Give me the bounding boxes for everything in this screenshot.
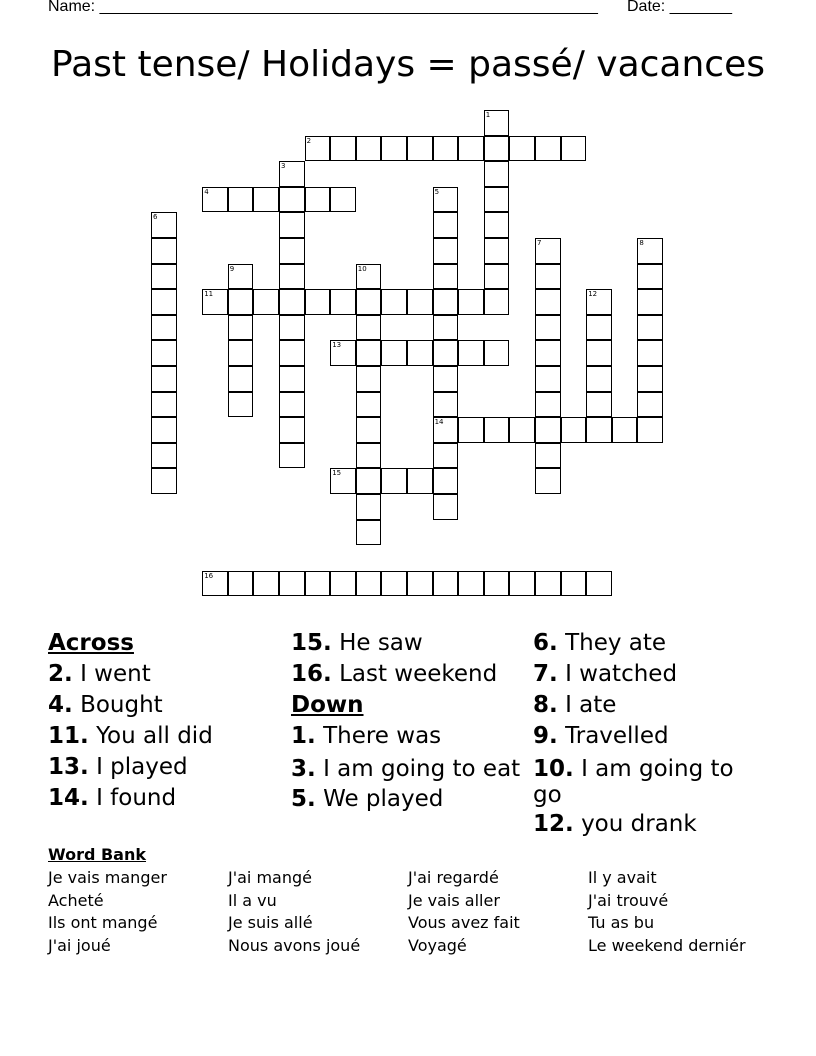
crossword-cell[interactable] [433, 289, 459, 315]
crossword-cell[interactable] [586, 417, 612, 443]
clue-number: 11 [204, 290, 214, 299]
crossword-cell[interactable] [253, 289, 279, 315]
crossword-cell[interactable] [433, 136, 459, 162]
clue-down-7: 7. I watched [533, 661, 678, 687]
crossword-cell[interactable] [381, 340, 407, 366]
name-field-label: Name: ________________________________________________________ [48, 0, 598, 15]
crossword-cell[interactable] [561, 571, 587, 597]
crossword-cell[interactable] [151, 264, 177, 290]
crossword-cell[interactable] [458, 289, 484, 315]
clue-number: 9 [229, 264, 235, 273]
crossword-cell[interactable] [484, 110, 510, 136]
clues-column-2 [291, 628, 531, 815]
crossword-cell[interactable] [202, 187, 228, 213]
crossword-cell[interactable] [484, 340, 510, 366]
clue-across-11: 11. You all did [48, 723, 213, 749]
crossword-cell[interactable] [228, 571, 254, 597]
crossword-cell[interactable] [535, 340, 561, 366]
crossword-cell[interactable] [484, 212, 510, 238]
crossword-cell[interactable] [535, 468, 561, 494]
crossword-cell[interactable] [279, 187, 305, 213]
crossword-cell[interactable] [586, 340, 612, 366]
crossword-cell[interactable] [305, 289, 331, 315]
page-title: Past tense/ Holidays = passé/ vacances [50, 44, 766, 85]
crossword-cell[interactable] [356, 520, 382, 546]
crossword-cell[interactable] [535, 366, 561, 392]
crossword-cell[interactable] [356, 417, 382, 443]
crossword-cell[interactable] [509, 571, 535, 597]
crossword-cell[interactable] [279, 161, 305, 187]
crossword-cell[interactable] [433, 340, 459, 366]
crossword-cell[interactable] [279, 340, 305, 366]
crossword-cell[interactable] [535, 417, 561, 443]
clue-down-3: 3. I am going to eat [291, 756, 521, 782]
crossword-cell[interactable] [637, 417, 663, 443]
crossword-cell[interactable] [330, 340, 356, 366]
crossword-cell[interactable] [381, 289, 407, 315]
crossword-cell[interactable] [407, 136, 433, 162]
clue-number: 4 [204, 187, 209, 196]
crossword-cell[interactable] [484, 161, 510, 187]
word-bank-item: J'ai trouvé [588, 890, 669, 910]
crossword-cell[interactable] [253, 187, 279, 213]
crossword-cell[interactable] [433, 443, 459, 469]
crossword-cell[interactable] [151, 392, 177, 418]
crossword-cell[interactable] [586, 571, 612, 597]
crossword-cell[interactable] [561, 417, 587, 443]
word-bank-item: Voyagé [408, 935, 467, 955]
clue-number: 13 [332, 341, 342, 350]
crossword-cell[interactable] [228, 187, 254, 213]
crossword-cell[interactable] [535, 136, 561, 162]
crossword-cell[interactable] [279, 366, 305, 392]
crossword-cell[interactable] [253, 571, 279, 597]
clue-down-6: 6. They ate [533, 630, 667, 656]
crossword-cell[interactable] [484, 136, 510, 162]
crossword-cell[interactable] [535, 571, 561, 597]
down-heading: Down [291, 692, 364, 718]
word-bank-item: Je vais aller [408, 890, 500, 910]
clue-down-8: 8. I ate [533, 692, 617, 718]
crossword-cell[interactable] [330, 289, 356, 315]
crossword-cell[interactable] [330, 187, 356, 213]
crossword-cell[interactable] [586, 366, 612, 392]
clues-column-1 [48, 628, 288, 814]
clue-across-16: 16. Last weekend [291, 661, 498, 687]
clue-across-13: 13. I played [48, 754, 188, 780]
crossword-cell[interactable] [151, 443, 177, 469]
crossword-cell[interactable] [484, 289, 510, 315]
clue-number: 6 [153, 213, 158, 222]
across-heading: Across [48, 630, 134, 656]
clue-number: 3 [281, 162, 286, 171]
word-bank-item: Je vais manger [48, 868, 167, 887]
word-bank-item: Nous avons joué [228, 935, 361, 955]
word-bank-item: Il a vu [228, 890, 277, 910]
crossword-cell[interactable] [151, 238, 177, 264]
crossword-cell[interactable] [356, 136, 382, 162]
crossword-cell[interactable] [433, 392, 459, 418]
crossword-cell[interactable] [228, 392, 254, 418]
crossword-cell[interactable] [279, 417, 305, 443]
crossword-cell[interactable] [458, 571, 484, 597]
word-bank-item: Le weekend derniér [588, 935, 746, 955]
crossword-cell[interactable] [484, 187, 510, 213]
clue-number: 10 [357, 264, 367, 273]
crossword-cell[interactable] [433, 187, 459, 213]
word-bank-item: Je suis allé [228, 913, 313, 933]
crossword-cell[interactable] [586, 392, 612, 418]
crossword-cell[interactable] [279, 289, 305, 315]
word-bank-title: Word Bank [48, 845, 147, 864]
clue-across-4: 4. Bought [48, 692, 163, 718]
clue-number: 16 [204, 571, 214, 580]
crossword-cell[interactable] [356, 571, 382, 597]
crossword-cell[interactable] [535, 264, 561, 290]
clue-number: 14 [434, 418, 444, 427]
crossword-cell[interactable] [151, 289, 177, 315]
crossword-cell[interactable] [586, 315, 612, 341]
crossword-cell[interactable] [151, 366, 177, 392]
crossword-cell[interactable] [458, 136, 484, 162]
crossword-cell[interactable] [330, 468, 356, 494]
clue-number: 7 [537, 239, 542, 247]
crossword-cell[interactable] [433, 264, 459, 290]
crossword-cell[interactable] [151, 468, 177, 494]
crossword-cell[interactable] [433, 417, 459, 443]
crossword-cell[interactable] [433, 315, 459, 341]
crossword-cell[interactable] [279, 212, 305, 238]
crossword-cell[interactable] [484, 417, 510, 443]
clue-down-1: 1. There was [291, 723, 442, 749]
crossword-cell[interactable] [151, 340, 177, 366]
crossword-cell[interactable] [637, 340, 663, 366]
crossword-cell[interactable] [356, 468, 382, 494]
crossword-cell[interactable] [356, 392, 382, 418]
clue-across-15: 15. He saw [291, 630, 423, 656]
crossword-cell[interactable] [356, 289, 382, 315]
crossword-cell[interactable] [356, 340, 382, 366]
crossword-cell[interactable] [407, 468, 433, 494]
crossword-cell[interactable] [305, 187, 331, 213]
clue-number: 15 [332, 469, 342, 478]
clues-column-3 [533, 628, 763, 840]
crossword-cell[interactable] [151, 417, 177, 443]
crossword-cell[interactable] [381, 571, 407, 597]
crossword-cell[interactable] [228, 264, 254, 290]
crossword-cell[interactable] [356, 366, 382, 392]
word-bank-column-2 [228, 867, 360, 957]
word-bank-item: J'ai joué [48, 935, 111, 955]
crossword-cell[interactable] [228, 315, 254, 341]
word-bank-item: J'ai regardé [408, 868, 499, 887]
clue-number: 2 [306, 136, 312, 145]
crossword-cell[interactable] [433, 571, 459, 597]
crossword-cell[interactable] [637, 366, 663, 392]
word-bank-item: Acheté [48, 890, 104, 910]
crossword-cell[interactable] [484, 571, 510, 597]
crossword-cell[interactable] [356, 494, 382, 520]
word-bank-column-3 [408, 867, 520, 957]
crossword-cell[interactable] [458, 340, 484, 366]
crossword-cell[interactable] [305, 136, 331, 162]
crossword-cell[interactable] [509, 417, 535, 443]
crossword-cell[interactable] [484, 238, 510, 264]
crossword-cell[interactable] [279, 443, 305, 469]
clue-number: 5 [434, 187, 440, 196]
crossword-cell[interactable] [330, 136, 356, 162]
crossword-cell[interactable] [381, 136, 407, 162]
clue-across-14: 14. I found [48, 785, 177, 811]
clue-number: 1 [485, 111, 491, 119]
crossword-cell[interactable] [202, 289, 228, 315]
crossword-cell[interactable] [202, 571, 228, 597]
crossword-cell[interactable] [535, 289, 561, 315]
crossword-cell[interactable] [458, 417, 484, 443]
crossword-cell[interactable] [637, 315, 663, 341]
crossword-cell[interactable] [228, 340, 254, 366]
crossword-cell[interactable] [151, 315, 177, 341]
crossword-cell[interactable] [330, 571, 356, 597]
crossword-cell[interactable] [407, 289, 433, 315]
date-field-label: Date: _______ [627, 0, 732, 15]
crossword-cell[interactable] [407, 571, 433, 597]
clue-across-2: 2. I went [48, 661, 151, 687]
crossword-cell[interactable] [381, 468, 407, 494]
crossword-cell[interactable] [433, 494, 459, 520]
crossword-cell[interactable] [228, 289, 254, 315]
crossword-cell[interactable] [637, 392, 663, 418]
crossword-cell[interactable] [509, 136, 535, 162]
clue-number: 12 [588, 290, 598, 299]
crossword-cell[interactable] [433, 212, 459, 238]
crossword-cell[interactable] [637, 238, 663, 264]
crossword-cell[interactable] [279, 315, 305, 341]
crossword-cell[interactable] [279, 392, 305, 418]
crossword-cell[interactable] [279, 264, 305, 290]
clue-down-5: 5. We played [291, 786, 444, 812]
word-bank-item: Vous avez fait [408, 913, 520, 933]
crossword-cell[interactable] [433, 468, 459, 494]
crossword-cell[interactable] [535, 392, 561, 418]
crossword-cell[interactable] [612, 417, 638, 443]
crossword-cell[interactable] [305, 571, 331, 597]
crossword-cell[interactable] [561, 136, 587, 162]
crossword-cell[interactable] [356, 443, 382, 469]
crossword-cell[interactable] [535, 238, 561, 264]
word-bank-item: J'ai mangé [228, 868, 312, 887]
crossword-cell[interactable] [279, 238, 305, 264]
crossword-cell[interactable] [279, 571, 305, 597]
word-bank-column-1 [48, 867, 167, 957]
clue-down-10: 10. I am going to go [533, 756, 734, 808]
word-bank-column-4 [588, 867, 746, 957]
clue-down-9: 9. Travelled [533, 723, 669, 749]
crossword-cell[interactable] [637, 289, 663, 315]
crossword-cell[interactable] [586, 289, 612, 315]
crossword-cell[interactable] [433, 366, 459, 392]
crossword-cell[interactable] [356, 264, 382, 290]
crossword-cell[interactable] [228, 366, 254, 392]
crossword-cell[interactable] [407, 340, 433, 366]
crossword-cell[interactable] [535, 443, 561, 469]
word-bank-item: Il y avait [588, 868, 657, 887]
crossword-cell[interactable] [356, 315, 382, 341]
clue-down-12: 12. you drank [533, 811, 697, 837]
clue-number: 8 [639, 239, 644, 247]
crossword-cell[interactable] [433, 238, 459, 264]
crossword-cell[interactable] [637, 264, 663, 290]
crossword-cell[interactable] [535, 315, 561, 341]
crossword-cell[interactable] [151, 212, 177, 238]
word-bank-item: Tu as bu [588, 913, 655, 933]
crossword-cell[interactable] [484, 264, 510, 290]
word-bank-item: Ils ont mangé [48, 913, 158, 933]
